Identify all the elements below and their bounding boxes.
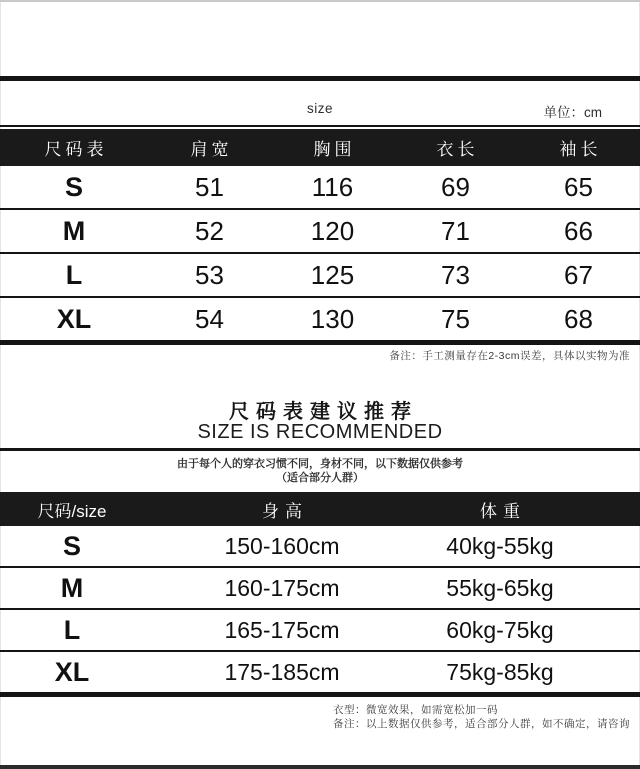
sleeve-cell: 67 [564, 259, 593, 290]
fit-note: 衣型：微宽效果，如需宽松加一码 [333, 704, 498, 716]
recommend-note-line2: （适合部分人群） [276, 472, 364, 484]
size-cell: XL [56, 303, 92, 334]
size-cell: L [65, 259, 83, 290]
length-cell: 71 [441, 215, 470, 246]
height-cell: 160-175cm [224, 574, 340, 601]
body-table-body [0, 526, 640, 692]
size-cell: M [60, 572, 84, 603]
col-header-weight: 体重 [480, 501, 526, 521]
top-edge-line [0, 0, 640, 2]
weight-cell: 60kg-75kg [446, 616, 554, 643]
sleeve-cell: 65 [564, 171, 593, 202]
height-cell: 165-175cm [224, 616, 340, 643]
col-header-garment-length: 衣长 [436, 140, 479, 159]
size-table-header-row [0, 129, 640, 166]
sleeve-cell: 68 [564, 303, 593, 334]
body-table-row-l [0, 608, 640, 650]
body-table-row-m [0, 566, 640, 608]
col-header-shoulder: 肩宽 [190, 140, 233, 159]
size-cell: S [64, 171, 83, 202]
recommend-title-en: SIZE IS RECOMMENDED [197, 421, 443, 443]
shoulder-cell: 52 [195, 215, 224, 246]
measurement-tolerance-note: 备注：手工测量存在2-3cm误差，具体以实物为准 [389, 350, 630, 362]
shoulder-cell: 53 [195, 259, 224, 290]
body-table-row-xl [0, 650, 640, 692]
size-caption: size [306, 101, 333, 116]
size-table-row-s [0, 166, 640, 208]
weight-cell: 75kg-85kg [446, 658, 554, 685]
body-table-row-s [0, 526, 640, 566]
bust-cell: 130 [310, 303, 355, 334]
reference-note: 备注：以上数据仅供参考，适合部分人群，如不确定，请咨询 [333, 718, 630, 730]
recommend-note-line1: 由于每个人的穿衣习惯不同，身材不同，以下数据仅供参考 [177, 458, 463, 470]
bust-cell: 125 [310, 259, 355, 290]
divider-below-titles [0, 448, 640, 451]
col-header-sleeve: 袖长 [559, 140, 602, 159]
bust-cell: 116 [311, 171, 354, 202]
size-cell: M [62, 215, 86, 246]
bottom-notes [333, 703, 630, 731]
size-table-row-l [0, 252, 640, 296]
height-cell: 175-185cm [224, 658, 340, 685]
recommend-title-cn: 尺码表建议推荐 [229, 401, 418, 423]
divider-below-body-table [0, 692, 640, 697]
divider-above-size-table [0, 125, 640, 127]
sleeve-cell: 66 [564, 215, 593, 246]
col-header-height: 身高 [262, 501, 308, 521]
size-table-body [0, 166, 640, 340]
divider-below-size-table [0, 340, 640, 345]
length-cell: 69 [441, 171, 470, 202]
bottom-edge-line [0, 765, 640, 769]
bust-cell: 120 [310, 215, 355, 246]
height-cell: 150-160cm [224, 532, 340, 559]
weight-cell: 40kg-55kg [446, 532, 554, 559]
size-table-row-xl [0, 296, 640, 340]
length-cell: 73 [441, 259, 470, 290]
size-cell: XL [54, 656, 90, 687]
shoulder-cell: 54 [195, 303, 224, 334]
size-cell: L [63, 614, 81, 645]
shoulder-cell: 51 [195, 171, 224, 202]
col-header-bust: 胸围 [313, 140, 356, 159]
divider-above-size-caption [0, 76, 640, 81]
unit-caption: 单位：cm [543, 105, 602, 120]
size-cell: S [62, 530, 81, 561]
col-header-size-table: 尺码表 [44, 140, 108, 159]
col-header-size: 尺码/size [37, 501, 107, 521]
size-table-row-m [0, 208, 640, 252]
weight-cell: 55kg-65kg [446, 574, 554, 601]
caption-row [0, 101, 640, 119]
body-table-header-row [0, 492, 640, 526]
length-cell: 75 [441, 303, 470, 334]
